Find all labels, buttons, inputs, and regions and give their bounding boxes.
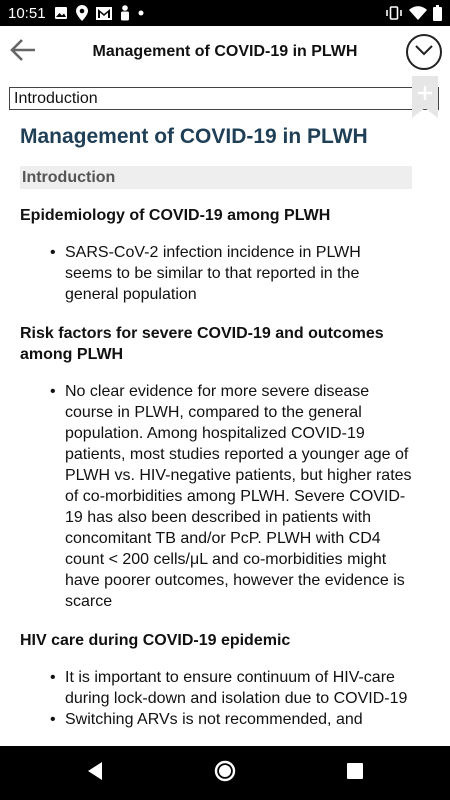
system-nav-bar [0,746,450,800]
back-triangle-icon [86,761,104,786]
status-system-icons [385,5,442,21]
gmail-icon [96,7,112,20]
section-select[interactable]: Introduction [9,87,439,110]
bookmark-plus-icon [410,107,440,124]
home-circle-icon [214,760,236,787]
section-menu-button[interactable] [406,34,442,70]
dot-icon [138,10,144,16]
nav-back-button[interactable] [82,760,108,786]
list-item: • No clear evidence for more severe disease course in PLWH, compared to the general population. Among hospitalized COVID-19 patients, most studies reported a younger age of PLWH vs. HIV-negative patients, but higher rates of co-morbidities among PLWH. Severe COVID-19 has also been described in patients with concomitant TB and/or PcP. PLWH with CD4 count < 200 cells/μL and co-morbidities might have poorer outcomes, however the evidence is scarce [50,381,412,612]
hiv-care-list [20,667,412,730]
app-title: Management of COVID-19 in PLWH [92,43,358,60]
list-item: • Switching ARVs is not recommended, and [50,709,412,730]
status-notification-icons [54,5,144,21]
list-item: • It is important to ensure continuum of HIV-care during lock-down and isolation due to COVID-19 [50,667,412,709]
hiv-care-heading: HIV care during COVID-19 epidemic [20,632,291,649]
chevron-down-icon [414,43,434,61]
section-label: Introduction [20,166,412,189]
image-icon [54,6,68,20]
risk-factors-heading: Risk factors for severe COVID-19 and outcomes among PLWH [20,325,384,363]
vibrate-icon [385,6,403,20]
person-icon [120,5,130,21]
app-bar [0,26,450,78]
status-bar [0,0,450,26]
nav-home-button[interactable] [212,760,238,786]
epidemiology-list [20,242,412,305]
location-icon [76,5,88,21]
battery-icon [433,5,442,21]
epidemiology-heading: Epidemiology of COVID-19 among PLWH [20,207,331,224]
content-area [20,118,412,748]
recents-square-icon [346,762,364,785]
list-item: • SARS-CoV-2 infection incidence in PLWH seems to be similar to that reported in the general population [50,242,412,305]
back-button[interactable] [6,36,40,68]
risk-factors-list [20,381,412,612]
arrow-left-icon [9,38,37,67]
status-time: 10:51 [8,4,46,22]
wifi-icon [409,6,427,20]
nav-recents-button[interactable] [342,760,368,786]
bookmark-add-button[interactable] [410,76,440,120]
page-title: Management of COVID-19 in PLWH [20,125,368,148]
